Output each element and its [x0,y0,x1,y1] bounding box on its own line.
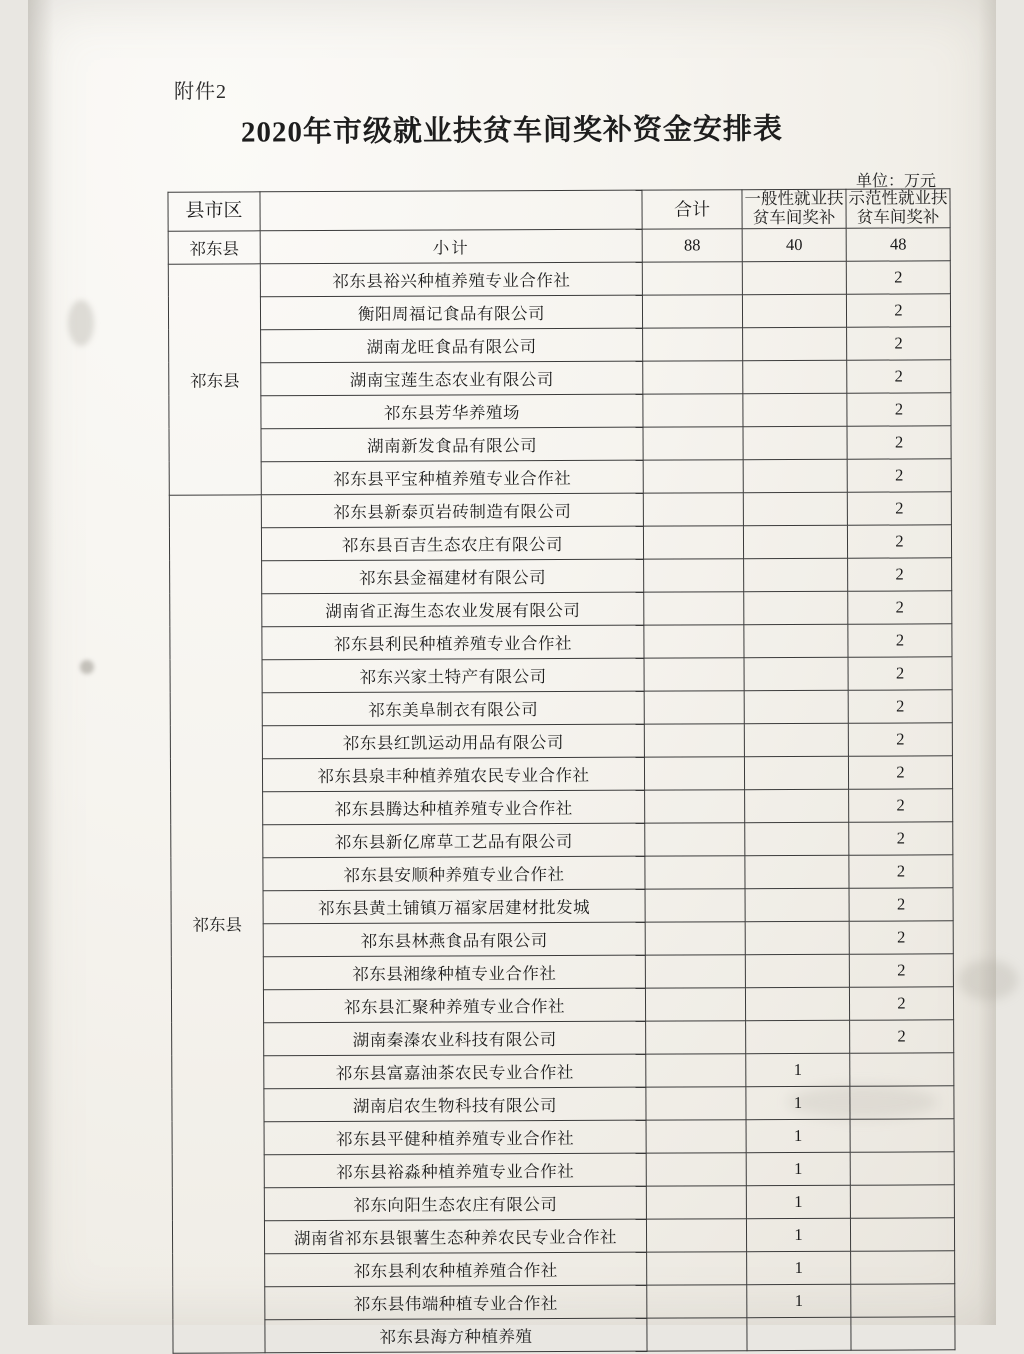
cell-total [644,592,744,625]
cell-general-subsidy [744,756,848,789]
cell-general-subsidy [742,261,846,294]
cell-demonstration-subsidy: 2 [847,426,951,459]
cell-demonstration-subsidy [850,1053,954,1086]
cell-general-subsidy [743,360,847,393]
cell-total [644,658,744,691]
cell-total [646,1219,746,1252]
cell-total [646,1186,746,1219]
cell-entity-name: 湖南新发食品有限公司 [261,427,643,462]
cell-general-subsidy [745,987,849,1020]
table-row [173,1317,955,1353]
cell-demonstration-subsidy: 2 [847,492,951,525]
table-row [169,360,951,396]
cell-demonstration-subsidy: 2 [848,756,952,789]
table-row [172,1086,954,1122]
table-row [172,1053,954,1089]
table-row [171,954,953,990]
cell-general-subsidy [745,789,849,822]
cell-entity-name: 祁东县腾达种植养殖专业合作社 [263,790,645,825]
cell-total [644,559,744,592]
cell-entity-name: 祁东县裕兴种植养殖专业合作社 [260,262,642,297]
cell-demonstration-subsidy: 2 [848,558,952,591]
cell-total [646,1087,746,1120]
table-row [170,591,952,627]
cell-entity-name: 祁东县林燕食品有限公司 [263,922,645,957]
table-row [172,1152,954,1188]
cell-entity-name: 湖南省祁东县银薯生态种养农民专业合作社 [264,1219,646,1254]
cell-total [646,1153,746,1186]
cell-total [645,889,745,922]
table-row [171,987,953,1023]
attachment-label: 附件2 [174,81,227,103]
cell-general-subsidy [743,393,847,426]
cell-demonstration-subsidy: 2 [846,294,950,327]
cell-general-subsidy [744,690,848,723]
table-row [169,459,951,495]
cell-demonstration-subsidy [851,1251,955,1284]
cell-demonstration-subsidy: 2 [848,624,952,657]
column-header-entity [260,190,642,231]
cell-demonstration-subsidy [850,1218,954,1251]
cell-total [644,757,744,790]
cell-entity-name: 祁东县金福建材有限公司 [262,559,644,594]
fund-allocation-table [167,188,955,1353]
cell-general-subsidy: 1 [746,1119,850,1152]
table-row [171,822,953,858]
cell-total [645,823,745,856]
cell-demonstration-subsidy: 2 [849,789,953,822]
cell-demonstration-subsidy: 2 [848,657,952,690]
cell-entity-name: 小计 [260,229,642,264]
cell-demonstration-subsidy: 2 [850,1020,954,1053]
cell-general-subsidy [743,525,847,558]
table-row [172,1020,954,1056]
cell-demonstration-subsidy: 48 [846,228,950,261]
cell-demonstration-subsidy: 2 [849,855,953,888]
cell-county: 祁东县 [169,495,265,1353]
cell-entity-name: 湖南秦溱农业科技有限公司 [264,1021,646,1056]
cell-county: 祁东县 [168,264,261,495]
cell-county: 祁东县 [168,231,260,264]
cell-general-subsidy [744,723,848,756]
fund-allocation-table-wrapper [167,188,954,1353]
cell-demonstration-subsidy: 2 [849,888,953,921]
cell-total [643,394,743,427]
cell-entity-name: 祁东县湘缘种植专业合作社 [263,955,645,990]
cell-entity-name: 祁东县泉丰种植养殖农民专业合作社 [262,757,644,792]
table-header-row [168,189,950,231]
table-row [169,525,951,561]
cell-demonstration-subsidy [851,1317,955,1350]
table-row [168,294,950,330]
cell-general-subsidy: 1 [746,1053,850,1086]
column-header-county: 县市区 [168,192,260,231]
cell-general-subsidy: 1 [747,1284,851,1317]
cell-demonstration-subsidy: 2 [849,921,953,954]
cell-general-subsidy [745,921,849,954]
cell-entity-name: 祁东美阜制衣有限公司 [262,691,644,726]
table-row [169,492,951,528]
table-row [168,261,950,297]
cell-entity-name: 祁东县平健种植养殖专业合作社 [264,1120,646,1155]
table-row [170,756,952,792]
table-row [172,1119,954,1155]
cell-demonstration-subsidy: 2 [847,360,951,393]
cell-total [647,1318,747,1351]
cell-entity-name: 衡阳周福记食品有限公司 [260,295,642,330]
cell-general-subsidy [743,327,847,360]
cell-total [647,1285,747,1318]
table-row [171,855,953,891]
page-title: 2020年市级就业扶贫车间奖补资金安排表 [240,113,784,149]
cell-total [645,856,745,889]
cell-general-subsidy [745,888,849,921]
column-header-demonstration-subsidy: 示范性就业扶贫车间奖补 [846,189,950,228]
table-row [171,888,953,924]
cell-demonstration-subsidy [851,1284,955,1317]
cell-entity-name: 祁东县汇聚种养殖专业合作社 [263,988,645,1023]
cell-total [643,460,743,493]
table-row [173,1251,955,1287]
table-row [170,657,952,693]
cell-total [645,988,745,1021]
cell-entity-name: 湖南省正海生态农业发展有限公司 [262,592,644,627]
cell-entity-name: 祁东县富嘉油茶农民专业合作社 [264,1054,646,1089]
cell-entity-name: 湖南龙旺食品有限公司 [261,328,643,363]
cell-demonstration-subsidy: 2 [847,327,951,360]
table-row [170,558,952,594]
cell-demonstration-subsidy: 2 [849,822,953,855]
table-header [168,189,950,231]
cell-total [642,262,742,295]
cell-general-subsidy [744,558,848,591]
unit-label: 单位：万元 [855,173,936,190]
paper-smudge [68,300,94,346]
cell-demonstration-subsidy [850,1185,954,1218]
cell-general-subsidy: 1 [747,1251,851,1284]
cell-entity-name: 祁东向阳生态农庄有限公司 [264,1186,646,1221]
cell-general-subsidy: 1 [746,1185,850,1218]
table-row [169,327,951,363]
table-row [171,789,953,825]
cell-entity-name: 祁东县百吉生态农庄有限公司 [261,526,643,561]
table-row [170,690,952,726]
cell-entity-name: 祁东县平宝种植养殖专业合作社 [261,460,643,495]
cell-total [643,493,743,526]
scanned-page [28,0,996,1347]
cell-demonstration-subsidy: 2 [849,954,953,987]
cell-entity-name: 祁东县利农种植养殖合作社 [265,1252,647,1287]
cell-entity-name: 祁东县芳华养殖场 [261,394,643,429]
cell-total [642,295,742,328]
cell-total [643,361,743,394]
table-row [173,1284,955,1320]
cell-demonstration-subsidy: 2 [849,987,953,1020]
cell-entity-name: 祁东县黄土铺镇万福家居建材批发城 [263,889,645,924]
cell-demonstration-subsidy: 2 [848,723,952,756]
cell-general-subsidy: 1 [746,1152,850,1185]
cell-entity-name: 祁东县安顺种养殖专业合作社 [263,856,645,891]
cell-demonstration-subsidy [850,1152,954,1185]
cell-total [643,526,743,559]
cell-general-subsidy: 1 [746,1218,850,1251]
cell-entity-name: 祁东县裕淼种植养殖专业合作社 [264,1153,646,1188]
cell-general-subsidy [744,624,848,657]
cell-general-subsidy [743,426,847,459]
table-row [169,426,951,462]
cell-general-subsidy [745,855,849,888]
table-row-subtotal [168,228,950,264]
cell-general-subsidy [744,591,848,624]
table-row [171,921,953,957]
cell-total [646,1120,746,1153]
paper-smudge [80,660,94,674]
cell-entity-name: 祁东县海方种植养殖 [265,1318,647,1353]
cell-general-subsidy [742,294,846,327]
cell-total [645,922,745,955]
paper-smudge [958,960,1018,1000]
cell-entity-name: 祁东兴家土特产有限公司 [262,658,644,693]
table-row [170,624,952,660]
table-row [169,393,951,429]
table-row [172,1218,954,1254]
cell-general-subsidy: 40 [742,228,846,261]
cell-total [643,427,743,460]
column-header-total: 合计 [642,190,742,229]
cell-demonstration-subsidy: 2 [847,525,951,558]
cell-general-subsidy [745,822,849,855]
cell-entity-name: 湖南启农生物科技有限公司 [264,1087,646,1122]
cell-total [643,328,743,361]
cell-total [647,1252,747,1285]
cell-total [645,955,745,988]
cell-demonstration-subsidy: 2 [848,690,952,723]
table-row [170,723,952,759]
cell-demonstration-subsidy: 2 [848,591,952,624]
cell-demonstration-subsidy: 2 [847,459,951,492]
cell-total: 88 [642,229,742,262]
cell-general-subsidy [747,1317,851,1350]
cell-general-subsidy [745,954,849,987]
cell-entity-name: 祁东县新泰页岩砖制造有限公司 [261,493,643,528]
cell-demonstration-subsidy [850,1119,954,1152]
cell-entity-name: 祁东县伟端种植专业合作社 [265,1285,647,1320]
cell-total [644,724,744,757]
cell-entity-name: 祁东县利民种植养殖专业合作社 [262,625,644,660]
cell-general-subsidy: 1 [746,1086,850,1119]
column-header-general-subsidy: 一般性就业扶贫车间奖补 [742,189,846,228]
table-row [172,1185,954,1221]
cell-general-subsidy [744,657,848,690]
cell-total [646,1054,746,1087]
cell-demonstration-subsidy: 2 [847,393,951,426]
cell-entity-name: 湖南宝莲生态农业有限公司 [261,361,643,396]
cell-demonstration-subsidy [850,1086,954,1119]
cell-entity-name: 祁东县红凯运动用品有限公司 [262,724,644,759]
cell-entity-name: 祁东县新亿席草工艺品有限公司 [263,823,645,858]
table-body [168,228,955,1353]
cell-demonstration-subsidy: 2 [846,261,950,294]
cell-general-subsidy [743,459,847,492]
cell-total [645,790,745,823]
cell-general-subsidy [746,1020,850,1053]
cell-total [644,625,744,658]
cell-general-subsidy [743,492,847,525]
cell-total [646,1021,746,1054]
cell-total [644,691,744,724]
